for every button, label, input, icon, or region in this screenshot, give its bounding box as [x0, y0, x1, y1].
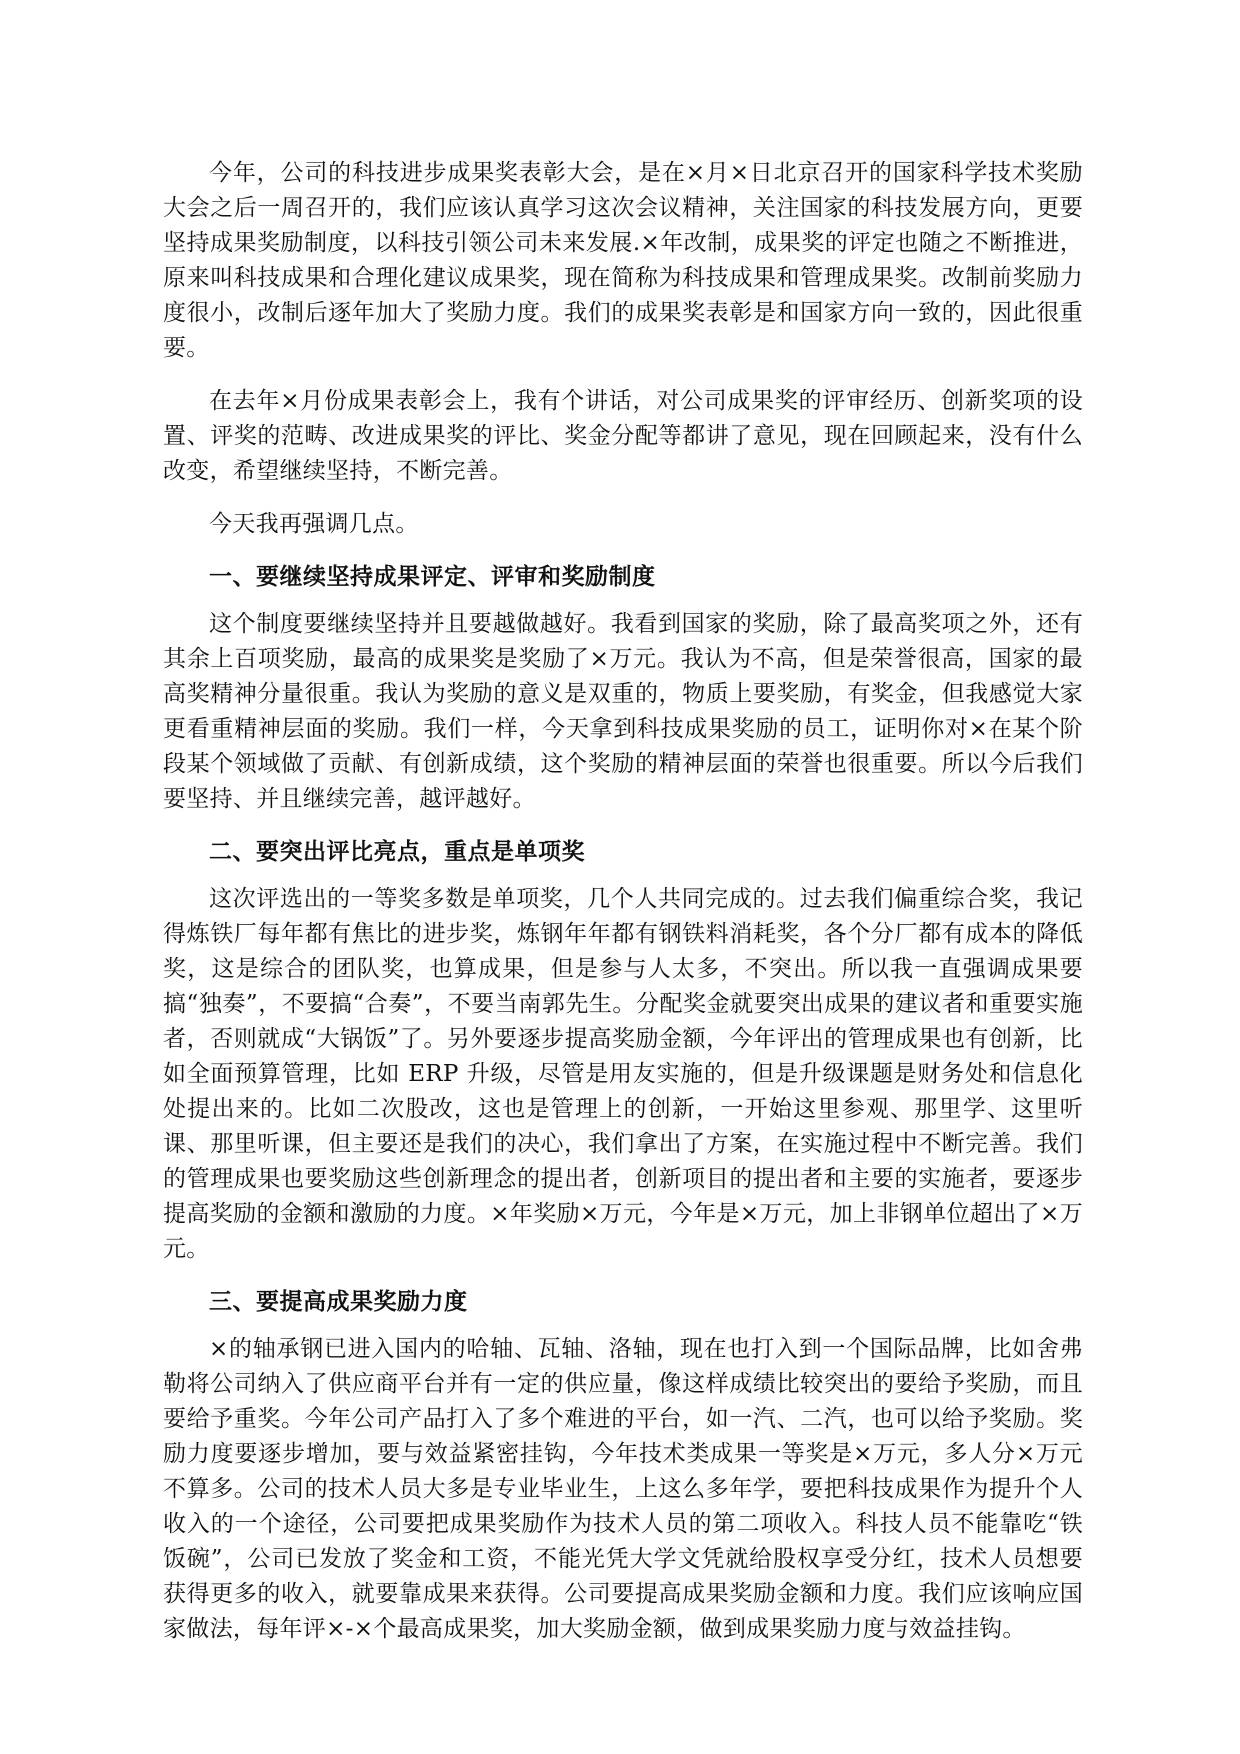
intro-paragraph-1: 今年，公司的科技进步成果奖表彰大会，是在×月×日北京召开的国家科学技术奖励大会之后一周召开的，我们应该认真学习这次会议精神，关注国家的科技发展方向，更要坚持成果奖励制度，以科技引领公司未来发展.×年改制，成果奖的评定也随之不断推进，原来叫科技成果和合理化建议成果奖，现在简称为科技成果和管理成果奖。改制前奖励力度很小，改制后逐年加大了奖励力度。我们的成果奖表彰是和国家方向一致的，因此很重要。: [163, 160, 1083, 361]
section-body-1: 这个制度要继续坚持并且要越做越好。我看到国家的奖励，除了最高奖项之外，还有其余上百项奖励，最高的成果奖是奖励了×万元。我认为不高，但是荣誉很高，国家的最高奖精神分量很重。我认为奖励的意义是双重的，物质上要奖励，有奖金，但我感觉大家更看重精神层面的奖励。我们一样，今天拿到科技成果奖励的员工，证明你对×在某个阶段某个领域做了贡献、有创新成绩，这个奖励的精神层面的荣誉也很重要。所以今后我们要坚持、并且继续完善，越评越好。: [163, 611, 1083, 812]
document-page: [163, 156, 1083, 1665]
section-heading-3: 三、要提高成果奖励力度: [209, 1289, 468, 1315]
intro-paragraph-3: 今天我再强调几点。: [209, 511, 419, 537]
section-heading-1: 一、要继续坚持成果评定、评审和奖励制度: [209, 564, 656, 590]
section-heading-2: 二、要突出评比亮点，重点是单项奖: [209, 839, 585, 865]
section-body-2: 这次评选出的一等奖多数是单项奖，几个人共同完成的。过去我们偏重综合奖，我记得炼铁厂每年都有焦比的进步奖，炼钢年年都有钢铁料消耗奖，各个分厂都有成本的降低奖，这是综合的团队奖，也算成果，但是参与人太多，不突出。所以我一直强调成果要搞“独奏”，不要搞“合奏”，不要当南郭先生。分配奖金就要突出成果的建议者和重要实施者，否则就成“大锅饭”了。另外要逐步提高奖励金额，今年评出的管理成果也有创新，比如全面预算管理，比如 ERP 升级，尽管是用友实施的，但是升级课题是财务处和信息化处提出来的。比如二次股改，这也是管理上的创新，一开始这里参观、那里学、这里听课、那里听课，但主要还是我们的决心，我们拿出了方案，在实施过程中不断完善。我们的管理成果也要奖励这些创新理念的提出者，创新项目的提出者和主要的实施者，要逐步提高奖励的金额和激励的力度。×年奖励×万元，今年是×万元，加上非钢单位超出了×万元。: [163, 886, 1083, 1262]
intro-paragraph-2: 在去年×月份成果表彰会上，我有个讲话，对公司成果奖的评审经历、创新奖项的设置、评奖的范畴、改进成果奖的评比、奖金分配等都讲了意见，现在回顾起来，没有什么改变，希望继续坚持，不断完善。: [163, 388, 1083, 484]
section-body-3: ×的轴承钢已进入国内的哈轴、瓦轴、洛轴，现在也打入到一个国际品牌，比如舍弗勒将公司纳入了供应商平台并有一定的供应量，像这样成绩比较突出的要给予奖励，而且要给予重奖。今年公司产品打入了多个难进的平台，如一汽、二汽，也可以给予奖励。奖励力度要逐步增加，要与效益紧密挂钩，今年技术类成果一等奖是×万元，多人分×万元不算多。公司的技术人员大多是专业毕业生，上这么多年学，要把科技成果作为提升个人收入的一个途径，公司要把成果奖励作为技术人员的第二项收入。科技人员不能靠吃“铁饭碗”，公司已发放了奖金和工资，不能光凭大学文凭就给股权享受分红，技术人员想要获得更多的收入，就要靠成果来获得。公司要提高成果奖励金额和力度。我们应该响应国家做法，每年评×-×个最高成果奖，加大奖励金额，做到成果奖励力度与效益挂钩。: [163, 1336, 1083, 1642]
